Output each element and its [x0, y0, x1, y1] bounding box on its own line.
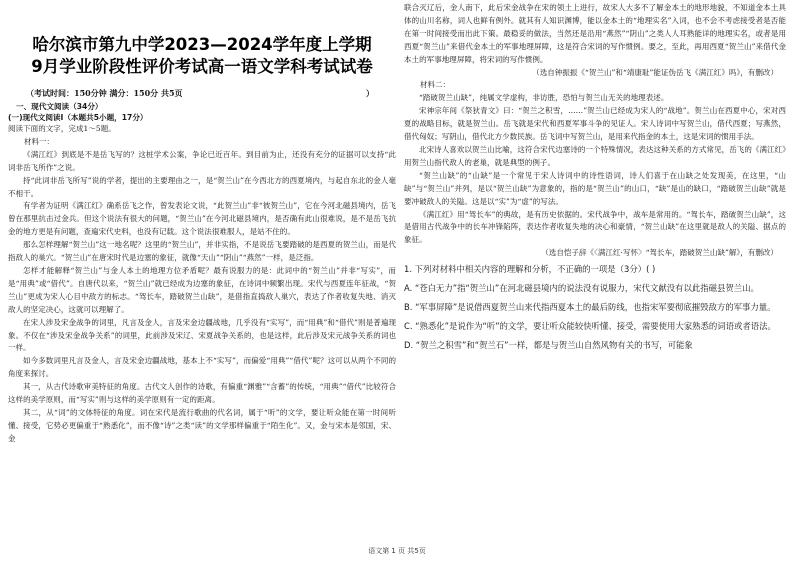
- material2-subtitle: “踏破贺兰山缺”，纯属文学虚构，非访胜，恐怕与贺兰山无关的地理表述。: [419, 93, 669, 103]
- material1-citation: （选自钟振振《“贺兰山”和“靖康耻”能证伪岳飞《满江红》吗》，有删改）: [532, 67, 778, 77]
- material1-paragraph: 有学者为证明《满江红》确系岳飞之作，曾发表论文说，“此贺兰山”非“彼贺兰山”，它在今河北磁县境内，岳飞曾在那里抗击过金兵。但这个说法有很大的问题，“贺兰山”在今河北磁县境内，是否确有此山很难说，是不是岳飞抗金的地方更是有问题，查遍宋代史料，也没有记载。这个说法很难服人，是站不住的。: [8, 201, 396, 237]
- material1-label: 材料一：: [24, 136, 54, 146]
- material1-continuation: 联合灭辽后，金人南下，此后宋金战争在宋的领土上进行，故宋人大多不了解金本土的地形地貌，不知道金本土具体的山川名称，词人也鲜有例外。就其有人知识渊博，能以金本土的“地理实名”入词，也不会不考虑接受者是否能在第一时间接受而出此下策。最稳妥的做法，当然还是沿用“燕然”“阴山”之类人人耳熟能详的地理实名，或者是用西夏“贺兰山”来借代金本土的军事地理屏障，这是符合宋词的写作惯例。要之，至此，再用西夏“贺兰山”来借代金本土的军事地理屏障，将宋词的写作惯例。: [404, 3, 786, 64]
- exam-title-line2: 9月学业阶段性评价考试高一语文学科考试试卷: [31, 57, 373, 76]
- material1-paragraph: 其一，从古代诗歌审美特征的角度。古代文人创作的诗歌，有偏重“渊雅”“含蓄”的传统，“用典”“借代”比较符合这样的美学原则，而“写实”则与这样的美学原则有一定的距离。: [8, 382, 396, 405]
- exam-title-line1: 哈尔滨市第九中学2023—2024学年度上学期: [32, 35, 372, 54]
- page-footer: 语文第 1 页 共5页: [368, 547, 426, 555]
- exam-info-text: （考试时间：150分钟 满分：150分 共5页: [26, 88, 183, 98]
- material1-paragraph: 怎样才能解释“贺兰山”与金人本土的地理方位矛盾呢？最有说服力的是：此词中的“贺兰山”并非“写实”，而是“用典”或“借代”。自唐代以来，“贺兰山”就已经成为边塞的象征，在诗词中频繁出现。宋代与西夏连年征战，“贺兰山”更成为宋人心目中敌方的标志。“驾长车，踏破贺兰山缺”，是借指直捣敌人巢穴，表达了作者收复失地、消灭敌人的坚定决心，这就可以理解了。: [8, 265, 396, 314]
- material2-citation: （选自恺子辞《〈满江红·写怀〉“驾长车，踏破贺兰山缺”解》，有删改）: [541, 248, 778, 258]
- material1-paragraph: 《满江红》到底是不是岳飞写的？这桩学术公案，争论已近百年。到目前为止，还没有充分的证据可以支持“此词非岳飞所作”之说。: [8, 149, 396, 172]
- question-1-option-c: C. “熟悉化”是说作为“听”的文学，要让听众能较快听懂、接受，需要使用大家熟悉的词语或者语法。: [404, 321, 776, 332]
- material2-paragraph: 宋神宗年间《祭狄青文》曰：“贺兰之积雪，……”贺兰山已经成为宋人的“战地”。贺兰山在西夏中心，宋对西夏的战略目标，就是贺兰山。岳飞就是宋代和西夏军事斗争的见证人。宋人诗词中写贺兰山，借代西夏；写燕然，借代匈奴；写阴山，借代北方少数民族。岳飞词中写贺兰山，是用来代指金的本土，这是宋词的惯用手法。: [404, 106, 786, 142]
- reading-instruction: 阅读下面的文字，完成1～5题。: [8, 124, 116, 133]
- material1-paragraph: 如今多数词里凡言及金人，言及宋金边疆战地，基本上不“实写”，而偏爱“用典”“借代”呢？这可以从两个不同的角度来探讨。: [8, 356, 396, 379]
- material2-paragraph: “贺兰山缺”的“山缺”是一个常见于宋人诗词中的诗性语词，诗人们喜于在山缺之处发现美，在这里，“山缺”与“贺兰山”并列，是以“贺兰山缺”为意象的，指的是“贺兰山”的山口，“缺”是山的缺口，“踏破贺兰山缺”就是要冲破敌人的关隘。这是以“实”为“虚”的写法。: [404, 170, 786, 206]
- material1-paragraph: 其二，从“词”的文体特征的角度。词在宋代是流行歌曲的代名词，属于“听”的文学，要让听众能在第一时间听懂、接受，它势必更偏重于“熟悉化”，而不像“诗”之类“读”的文学那样偏重于“陌生化”。又，金与宋本是邻国，宋、金: [8, 407, 396, 443]
- material1-paragraph: 持“此词非岳飞所写”说的学者，提出的主要理由之一，是“贺兰山”在今西北方的西夏境内，与起自东北的金人毫不相干。: [8, 175, 396, 198]
- exam-info: [8, 87, 396, 99]
- question-1-option-b: B. “军事屏障”是说借西夏贺兰山来代指西夏本土的最后防线，也指宋军要彻底摧毁敌方的军事力量。: [404, 302, 776, 313]
- material1-paragraph: 那么怎样理解“贺兰山”这一地名呢？这里的“贺兰山”，并非实指，不是说岳飞要踏破的是西夏的贺兰山，而是代指敌人的巢穴。“贺兰山”在唐宋时代是边塞的象征，就像“天山”“阴山”“燕然”一样，是泛指。: [8, 240, 396, 263]
- subsection-heading: (一)现代文阅读Ⅰ（本题共5小题，17分）: [8, 113, 148, 122]
- question-1-stem: 1. 下列对材料中相关内容的理解和分析，不正确的一项是（3分）( ): [404, 264, 656, 275]
- right-column: [404, 0, 786, 545]
- material2-paragraph: 北宋诗人喜欢以贺兰山比喻，这符合宋代边塞诗的一个特殊情况，表达这种关系的方式常见，岳飞的《满江红》用贺兰山指代敌人的老巢，就是典型的例子。: [404, 144, 786, 167]
- section-heading: 一、现代文阅读（34分）: [16, 102, 103, 111]
- material1-paragraph: 在宋人涉及宋金战争的词里，凡言及金人，言及宋金边疆战地，几乎没有“实写”，而“用典”和“借代”则是普遍现象。不仅在“涉及宋金战争关系”的词里，此前涉及宋辽、宋夏战争关系的，也是这样，此后涉及宋元战争关系的词也一样。: [8, 317, 396, 353]
- material2-paragraph: 《满江红》用“驾长车”的典故，是有历史依据的。宋代战争中，战车是常用的。“驾长车，踏破贺兰山缺”，这是借用古代战争中的长车冲锋陷阵，表达作者收复失地的决心和豪情，“贺兰山缺”在这里就是敌人的关隘、据点的象征。: [404, 209, 786, 245]
- question-1-option-a: A. “苍白无力”指“贺兰山”在河北磁县境内的说法没有说服力，宋代文献没有以此指磁县贺兰山。: [404, 283, 759, 294]
- question-1-option-d: D. “贺兰之积雪”和“贺兰石”一样，都是与贺兰山自然风物有关的书写，可能象: [404, 340, 693, 351]
- exam-info-close: ）: [366, 88, 374, 98]
- left-column: [8, 0, 396, 545]
- material2-label: 材料二：: [420, 80, 450, 90]
